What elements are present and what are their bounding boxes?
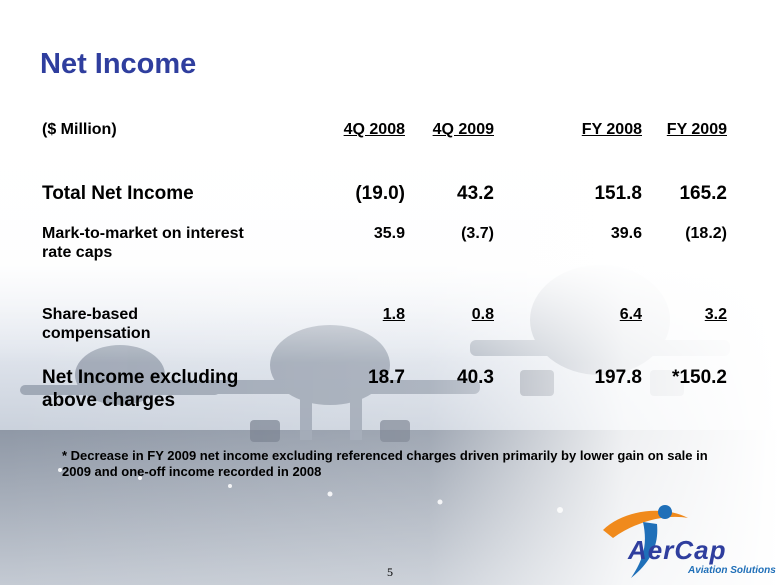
column-header-fy-2009: FY 2009 (666, 121, 727, 138)
row-label-net-income-excl-line1: Net Income excluding (42, 367, 239, 388)
cell-share-based-4q2009: 0.8 (471, 306, 494, 323)
cell-mark-to-market-4q2009: (3.7) (461, 225, 494, 242)
row-label-total-net-income: Total Net Income (42, 183, 194, 204)
cell-total-net-income-4q2009: 43.2 (457, 183, 494, 204)
column-header-4q-2009: 4Q 2009 (432, 121, 494, 138)
cell-total-net-income-4q2008: (19.0) (355, 183, 405, 204)
row-label-net-income-excl-line2: above charges (42, 390, 176, 411)
cell-total-net-income-fy2009: 165.2 (679, 183, 727, 204)
footnote: * Decrease in FY 2009 net income excluding referenced charges driven primarily by lower gain on sale in 2009 and one-off income recorded in 2008 (62, 448, 708, 479)
cell-total-net-income-fy2008: 151.8 (594, 183, 642, 204)
row-label-share-based-line2: compensation (42, 325, 151, 342)
cell-share-based-fy2008: 6.4 (619, 306, 642, 323)
row-label-mark-to-market-line1: Mark-to-market on interest (42, 225, 244, 242)
cell-mark-to-market-4q2008: 35.9 (373, 225, 405, 242)
cell-mark-to-market-fy2009: (18.2) (685, 225, 727, 242)
row-label-mark-to-market-line2: rate caps (42, 244, 113, 261)
aercap-logo-wordmark: AerCap (628, 535, 727, 565)
page-number: 5 (387, 565, 393, 579)
column-header-fy-2008: FY 2008 (581, 121, 642, 138)
cell-net-income-excl-4q2008: 18.7 (368, 367, 405, 388)
row-label-share-based-line1: Share-based (42, 306, 139, 323)
cell-share-based-4q2008: 1.8 (382, 306, 405, 323)
table-header-label: ($ Million) (42, 121, 117, 138)
column-header-4q-2008: 4Q 2008 (343, 121, 405, 138)
cell-share-based-fy2009: 3.2 (704, 306, 727, 323)
cell-net-income-excl-fy2009: *150.2 (672, 367, 727, 388)
slide-title: Net Income (40, 48, 197, 80)
cell-net-income-excl-fy2008: 197.8 (594, 367, 642, 388)
aercap-tagline: Aviation Solutions (688, 565, 776, 576)
cell-mark-to-market-fy2008: 39.6 (610, 225, 642, 242)
cell-net-income-excl-4q2009: 40.3 (457, 367, 494, 388)
